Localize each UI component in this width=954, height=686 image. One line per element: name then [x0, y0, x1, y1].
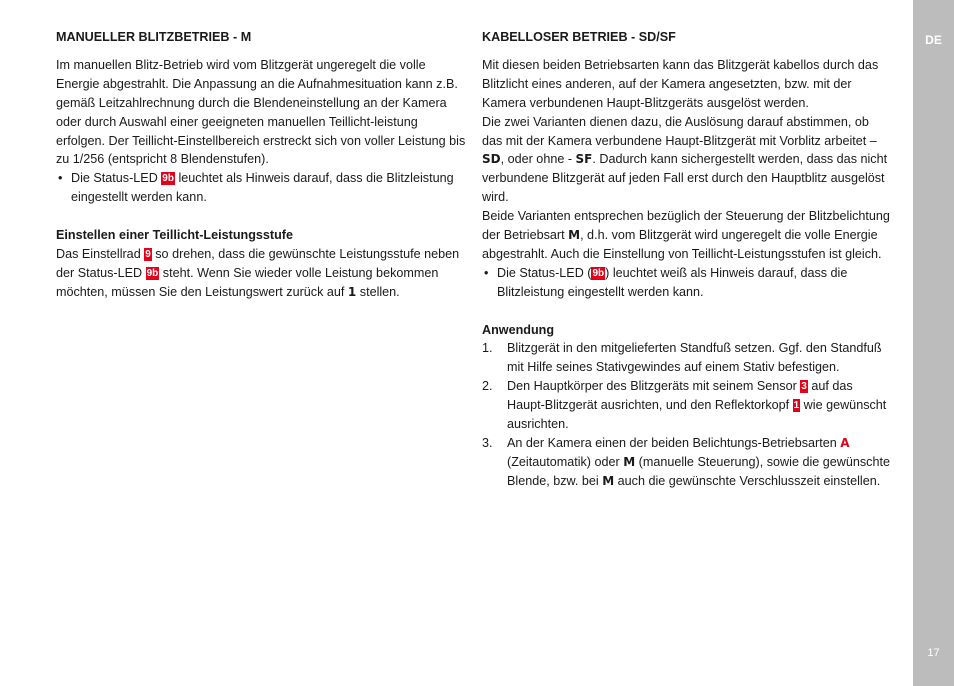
badge-9: 9 [145, 248, 151, 260]
application-steps [482, 339, 892, 490]
badge-9b: 9b [146, 267, 159, 279]
step-item: 2. Den Hauptkörper des Blitzgeräts mit seinem Sensor 3 auf das Haupt-Blitzgerät ausrichten, und den Reflektorkopf 1 wie gewünscht ausrichten. [482, 379, 887, 432]
wireless-paragraph-1: Mit diesen beiden Betriebsarten kann das Blitzgerät kabellos durch das Blitzlicht eines anderen, auf der Kamera angesetzten, bzw. mit der Kamera verbundenen Haupt-Blitzgeräts ausgelöst werden. [482, 57, 879, 110]
badge-9b: 9b [592, 267, 605, 279]
wireless-paragraph-3: Beide Varianten entsprechen bezüglich der Steuerung der Blitzbelichtung der Betriebsart M, d.h. vom Blitzgerät wird ungeregelt die volle Energie abgestrahlt. Auch die Einstellung von Teillicht-Leistungsstufen ist gleich. [482, 209, 890, 261]
subheading-application: Anwendung [482, 322, 555, 337]
mode-symbol-1: 1 [347, 284, 357, 299]
mode-symbol-sd: SD [482, 152, 501, 167]
manual-flash-paragraph: Im manuellen Blitz-Betrieb wird vom Blitzgerät ungeregelt die volle Energie abgestrahlt. Die Anpassung an die Aufnahmesituation kann z.B. gemäß Leitzahlrechnung durch die Blendeneinstellung an der Kamera oder durch Auswahl einer geeigneten manuellen Teillicht-leistung erfolgen. Der Teillicht-Einstellbereich erstreckt sich von voller Leistung bis zu 1/256 (entspricht 8 Blendenstufen). [56, 57, 466, 167]
subheading-partial-power: Einstellen einer Teillicht-Leistungsstufe [56, 228, 293, 243]
section-heading-manual-flash: MANUELLER BLITZBETRIEB - M [56, 30, 252, 44]
section-heading-wireless: KABELLOSER BETRIEB - SD/SF [482, 30, 676, 44]
language-tab: DE [925, 33, 942, 47]
left-column [56, 28, 466, 302]
step-item: 3. An der Kamera einen der beiden Belichtungs-Betriebsarten A (Zeitautomatik) oder M (manuelle Steuerung), sowie die gewünschte Blende, bzw. bei M auch die gewünschte Verschlusszeit einstellen. [482, 436, 890, 488]
mode-symbol-m: M [568, 228, 581, 243]
badge-1: 1 [793, 400, 800, 412]
mode-symbol-m: M [602, 473, 615, 488]
partial-power-paragraph: Das Einstellrad 9 so drehen, dass die gewünschte Leistungsstufe neben der Status-LED 9b steht. Wenn Sie wieder volle Leistung bekommen möchten, müssen Sie den Leistungswert zurück auf 1 stellen. [56, 246, 460, 299]
wireless-bullet: • Die Status-LED (9b) leuchtet weiß als Hinweis darauf, dass die Blitzleistung eingestellt werden kann. [482, 264, 892, 302]
manual-flash-bullet: • Die Status-LED 9b leuchtet als Hinweis darauf, dass die Blitzleistung eingestellt werden kann. [56, 169, 466, 207]
mode-symbol-m: M [623, 454, 636, 469]
wireless-paragraph-2: Die zwei Varianten dienen dazu, die Auslösung darauf abstimmen, ob das mit der Kamera verbundene Haupt-Blitzgerät mit Vorblitz arbeitet – SD, oder ohne - SF. Dadurch kann sichergestellt werden, dass das nicht verbundene Blitzgerät auf jeden Fall erst durch den Hauptblitz ausgelöst wird. [482, 114, 888, 205]
badge-9b: 9b [162, 173, 174, 185]
mode-symbol-sf: SF [575, 152, 593, 167]
page-sidebar [913, 0, 954, 686]
right-column [482, 28, 892, 491]
step-item: 1. Blitzgerät in den mitgelieferten Standfuß setzen. Ggf. den Standfuß mit Hilfe seines Stativgewindes auf einem Stativ befestigen. [482, 341, 882, 375]
mode-symbol-a: A [840, 436, 850, 451]
page-number: 17 [927, 647, 940, 659]
badge-3: 3 [801, 381, 807, 393]
